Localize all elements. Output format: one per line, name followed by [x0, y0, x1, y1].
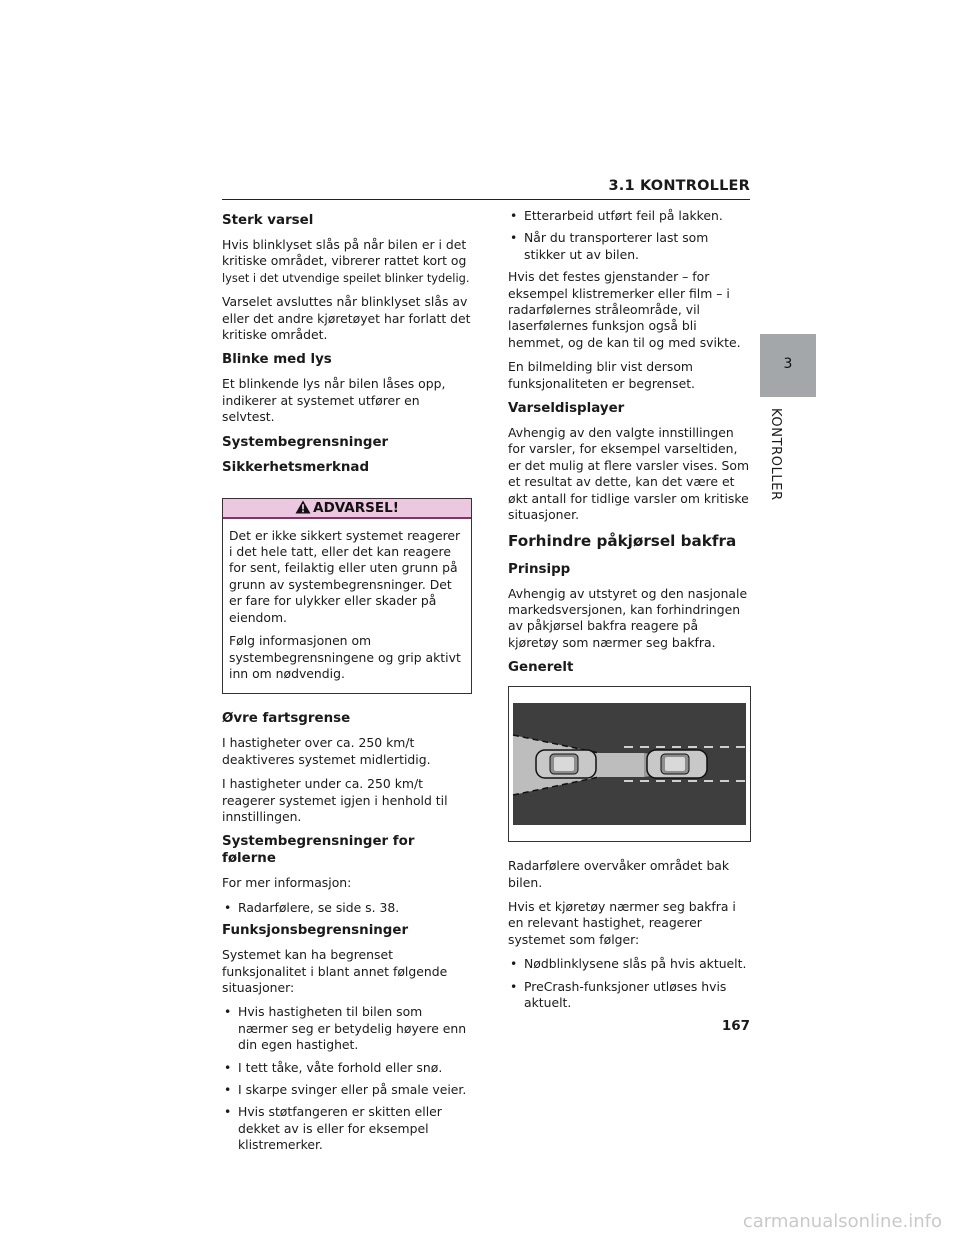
paragraph-naermer: Hvis et kjøretøy nærmer seg bakfra i en relevant hastighet, reagerer systemet som følger:	[508, 898, 736, 947]
paragraph-prinsipp: Avhengig av utstyret og den nasjonale markedsversjonen, kan forhindringen av påkjørsel bakfra reagere på kjøretøy som nærmer seg bakfra.	[508, 585, 748, 650]
paragraph-festes: Hvis det festes gjenstander – for eksempel klistremerker eller film – i radarfølernes stråleområde, vil laserfølernes funksjon også bli hemmet, og de kan til og med svikte.	[508, 269, 741, 350]
list-folerne	[222, 900, 472, 916]
paragraph-radarfolere: Radarfølere overvåker området bak bilen.	[508, 858, 730, 890]
paragraph-blinke: Et blinkende lys når bilen låses opp, indikerer at systemet utfører en selvtest.	[222, 376, 446, 425]
chapter-tab	[760, 334, 816, 397]
list-item: • Etterarbeid utført feil på lakken.	[508, 208, 751, 224]
warning-header	[223, 499, 471, 519]
paragraph-ovre-1: I hastigheter over ca. 250 km/t deaktiveres systemet midlertidig.	[222, 735, 431, 767]
list-item: • Hvis støtfangeren er skitten eller dekket av is eller for eksempel klistremerker.	[222, 1104, 472, 1153]
list-reaksjoner	[508, 956, 751, 1011]
list-item: • Hvis hastigheten til bilen som nærmer seg er betydelig høyere enn din egen hastighet.	[222, 1004, 472, 1053]
list-item: • Nødblinklysene slås på hvis aktuelt.	[508, 956, 751, 972]
chapter-number: 3	[783, 356, 793, 372]
warning-title: ADVARSEL!	[313, 499, 399, 516]
warning-body	[223, 519, 471, 694]
chapter-side-label	[767, 408, 787, 528]
list-item: • I tett tåke, våte forhold eller snø.	[222, 1060, 472, 1076]
paragraph-bilmelding: En bilmelding blir vist dersom funksjonaliteten er begrenset.	[508, 359, 695, 391]
warning-paragraph-2: Følg informasjonen om systembegrensningene og grip aktivt inn om nødvendig.	[229, 633, 461, 681]
paragraph-sterk-2: Varselet avsluttes når blinklyset slås av eller det andre kjøretøyet har forlatt det kritiske området.	[222, 294, 471, 343]
warning-triangle-icon	[295, 500, 311, 514]
paragraph-funksjon: Systemet kan ha begrenset funksjonalitet i blant annet følgende situasjoner:	[222, 947, 448, 995]
heading-sikkerhetsmerknad: Sikkerhetsmerknad	[222, 459, 370, 475]
heading-blinke-med-lys: Blinke med lys	[222, 352, 332, 368]
right-column	[508, 208, 751, 1017]
list-item: • Radarfølere, se side s. 38.	[222, 900, 472, 916]
heading-forhindre-pakjorsel: Forhindre påkjørsel bakfra	[508, 531, 737, 550]
heading-varseldisplayer: Varseldisplayer	[508, 401, 625, 417]
paragraph-sterk-1a: Hvis blinklyset slås på når bilen er i det kritiske området, vibrerer rattet kort og	[222, 237, 467, 269]
paragraph-ovre-2: I hastigheter under ca. 250 km/t reagerer systemet igjen i henhold til innstillingen.	[222, 776, 448, 824]
heading-systembegrensninger-folerne: Systembegrensninger for følerne	[222, 834, 415, 867]
list-funksjon-continued	[508, 208, 751, 263]
list-funksjon	[222, 1004, 472, 1153]
heading-sterk-varsel: Sterk varsel	[222, 213, 314, 228]
list-item: • Når du transporterer last som stikker ut av bilen.	[508, 230, 751, 263]
heading-systembegrensninger: Systembegrensninger	[222, 434, 389, 450]
heading-funksjonsbegrensninger: Funksjonsbegrensninger	[222, 923, 409, 939]
rear-car	[536, 750, 596, 778]
left-column	[222, 208, 472, 1160]
rear-radar-diagram	[508, 686, 751, 842]
paragraph-sterk-1	[222, 237, 472, 286]
own-car	[647, 750, 707, 778]
list-item: • PreCrash-funksjoner utløses hvis aktuelt.	[508, 979, 751, 1012]
paragraph-sterk-1b: lyset i det utvendige speilet blinker tydelig.	[222, 270, 470, 285]
paragraph-folerne: For mer informasjon:	[222, 875, 352, 891]
header-rule	[222, 199, 750, 200]
list-item: • I skarpe svinger eller på smale veier.	[222, 1082, 472, 1098]
warning-paragraph-1: Det er ikke sikkert systemet reagerer i det hele tatt, eller det kan reagere for sent, feilaktig eller uten grunn på grunn av systembegrensninger. Det er fare for ulykker eller skader på eiendom.	[229, 527, 461, 625]
heading-generelt: Generelt	[508, 660, 574, 676]
paragraph-varseldisplayer: Avhengig av den valgte innstillingen for varsler, for eksempel varseltiden, er det mulig at flere varsler vises. Som et resultat av dette, kan det være et økt antall for tidlige varsler om kritiske situasjoner.	[508, 425, 750, 523]
chapter-side-text: KONTROLLER	[768, 408, 783, 501]
road-illustration	[509, 687, 750, 841]
heading-ovre-fartsgrense: Øvre fartsgrense	[222, 711, 351, 727]
warning-box	[222, 498, 472, 695]
page-header: 3.1 KONTROLLER	[608, 178, 750, 194]
page-number: 167	[721, 1018, 750, 1034]
heading-prinsipp: Prinsipp	[508, 561, 571, 577]
watermark: carmanualsonline.info	[742, 1211, 942, 1232]
